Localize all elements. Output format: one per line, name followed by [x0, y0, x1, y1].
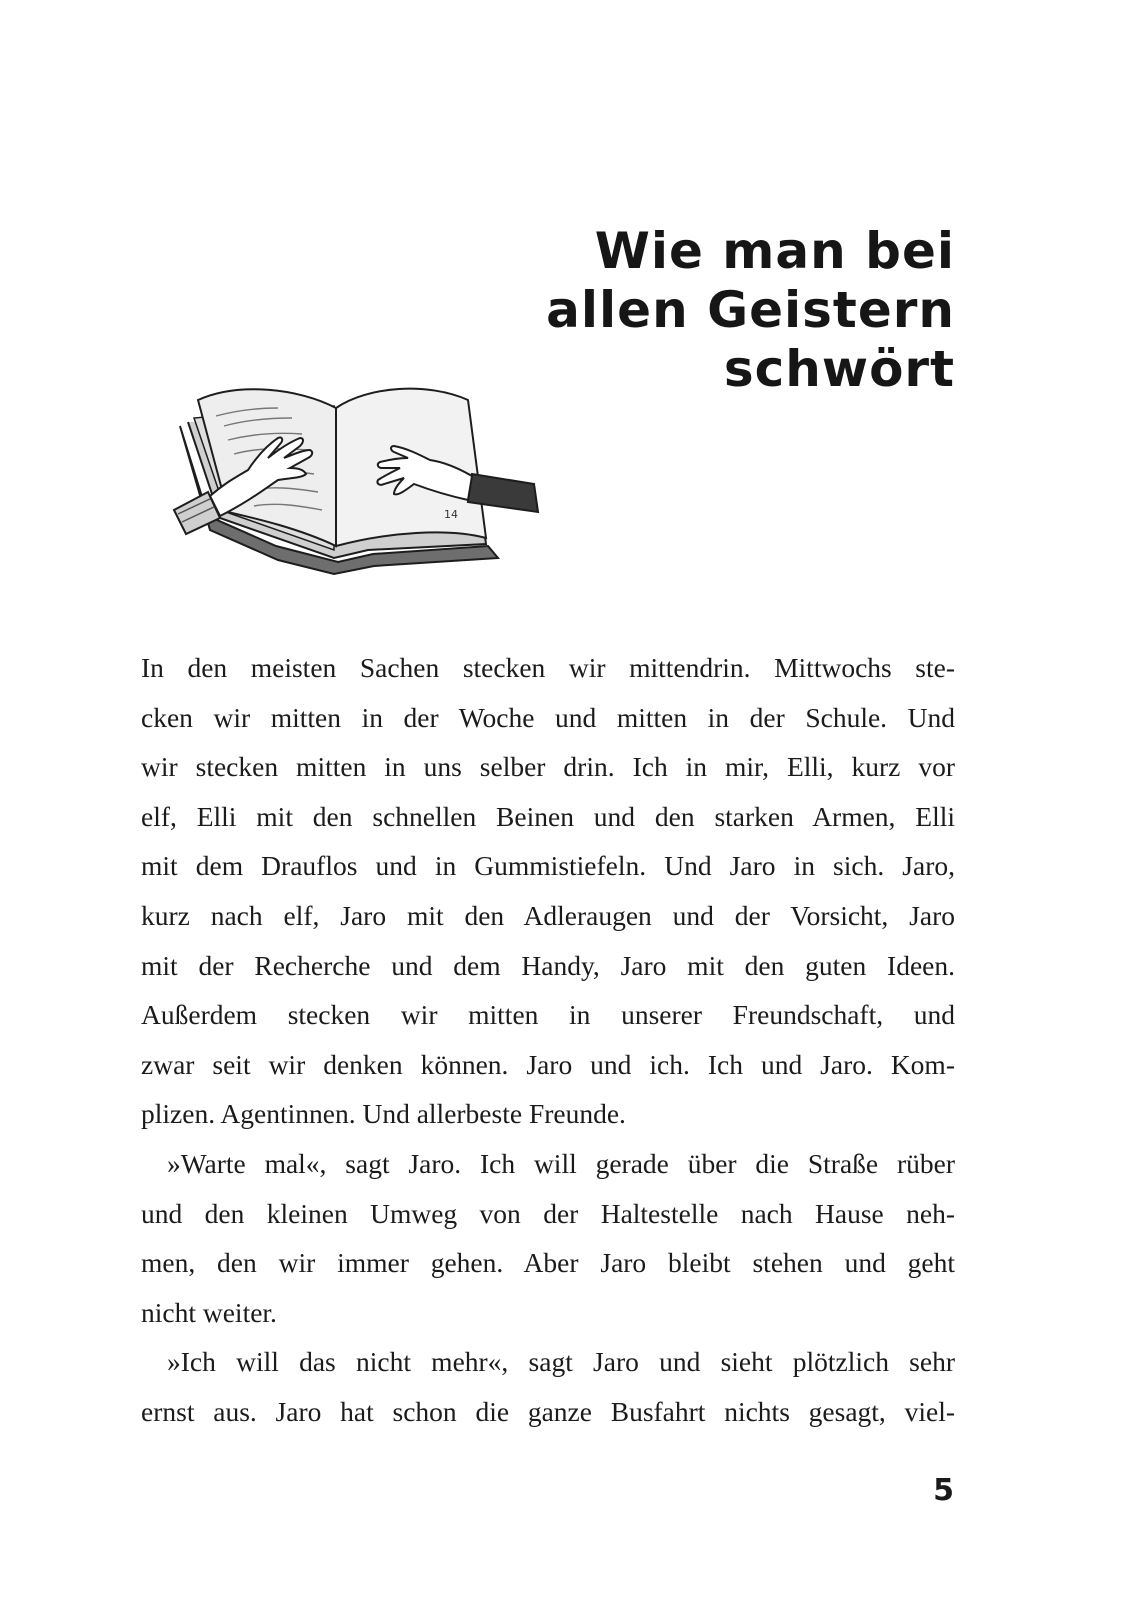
text-line: und den kleinen Umweg von der Haltestelle nach Hause neh- — [141, 1197, 955, 1229]
text-line: elf, Elli mit den schnellen Beinen und den starken Armen, Elli — [141, 800, 955, 832]
paragraph — [141, 1139, 955, 1337]
text-line: cken wir mitten in der Woche und mitten in der Schule. Und — [141, 701, 955, 733]
chapter-title — [535, 222, 955, 399]
text-line: zwar seit wir denken können. Jaro und ich. Ich und Jaro. Kom- — [141, 1048, 955, 1080]
chapter-title-line: Wie man bei — [594, 222, 955, 280]
text-line: nicht weiter. — [141, 1296, 277, 1328]
text-line: In den meisten Sachen stecken wir mittendrin. Mittwochs ste- — [141, 652, 955, 683]
text-line: wir stecken mitten in uns selber drin. Ich in mir, Elli, kurz vor — [141, 751, 955, 783]
text-line: men, den wir immer gehen. Aber Jaro bleibt stehen und geht — [141, 1247, 955, 1279]
text-line: »Ich will das nicht mehr«, sagt Jaro und sieht plötzlich sehr — [167, 1346, 955, 1378]
chapter-title-line: schwört — [723, 340, 955, 398]
open-book-illustration — [168, 378, 558, 580]
text-line: Außerdem stecken wir mitten in unserer Freundschaft, und — [141, 999, 955, 1031]
paragraph — [141, 643, 955, 1139]
page-number: 5 — [933, 1473, 954, 1508]
paragraph — [141, 1337, 955, 1436]
text-line: ernst aus. Jaro hat schon die ganze Busfahrt nichts gesagt, viel- — [141, 1395, 955, 1427]
chapter-title-line: allen Geistern — [546, 281, 955, 339]
text-line: kurz nach elf, Jaro mit den Adleraugen und der Vorsicht, Jaro — [141, 899, 955, 931]
text-line: mit der Recherche und dem Handy, Jaro mit den guten Ideen. — [141, 949, 955, 981]
illustration-page-number: 14 — [444, 508, 458, 521]
text-line: »Warte mal«, sagt Jaro. Ich will gerade über die Straße rüber — [167, 1147, 955, 1179]
text-line: plizen. Agentinnen. Und allerbeste Freunde. — [141, 1098, 626, 1130]
text-line: mit dem Drauflos und in Gummistiefeln. Und Jaro in sich. Jaro, — [141, 850, 955, 882]
body-text — [141, 643, 955, 1437]
